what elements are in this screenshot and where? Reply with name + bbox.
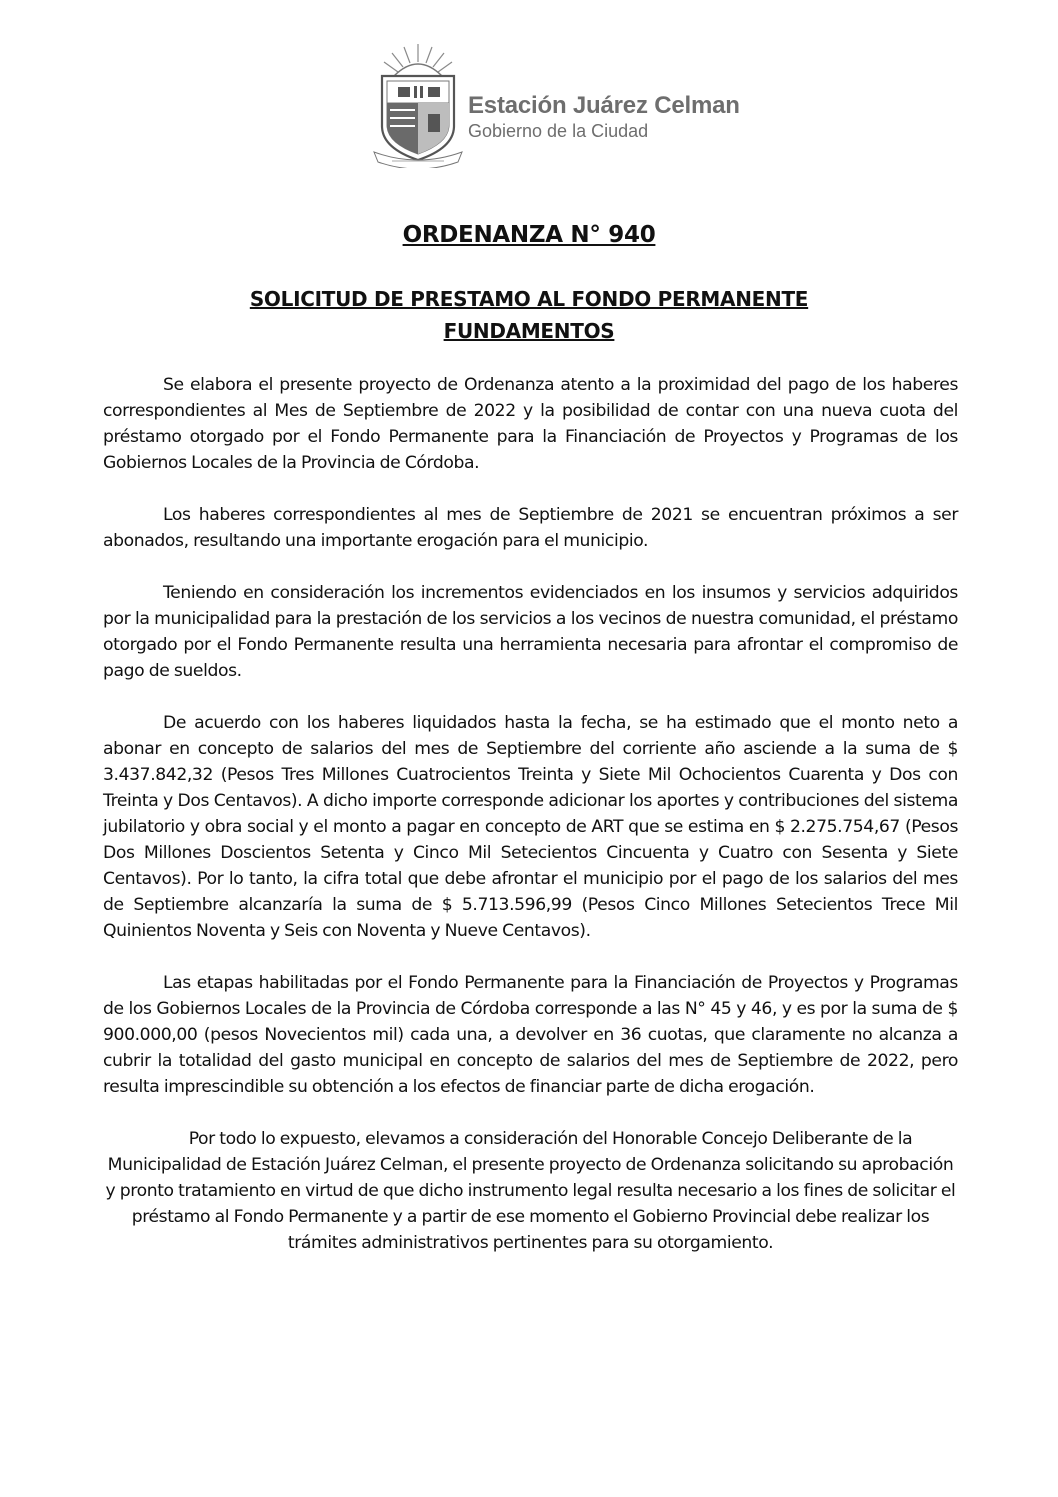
subtitle-line-2: FUNDAMENTOS bbox=[443, 319, 615, 343]
letterhead bbox=[370, 40, 770, 170]
paragraph-considerations: Teniendo en consideración los incrementos evidenciados en los insumos y servicios adquiridos por la municipalidad para la prestación de los servicios a los vecinos de nuestra comunidad, el préstamo otorgado por el Fondo Permanente resulta una herramienta necesaria para afrontar el compromiso de pago de sueldos. bbox=[103, 583, 958, 681]
brand-subtitle: Gobierno de la Ciudad bbox=[468, 121, 649, 141]
paragraph-salaries: Los haberes correspondientes al mes de Septiembre de 2021 se encuentran próximos a ser abonados, resultando una importante erogación para el municipio. bbox=[103, 505, 958, 551]
subtitle-line-1: SOLICITUD DE PRESTAMO AL FONDO PERMANENTE bbox=[249, 287, 809, 311]
paragraph-intro: Se elabora el presente proyecto de Ordenanza atento a la proximidad del pago de los haberes correspondientes al Mes de Septiembre de 2022 y la posibilidad de contar con una nueva cuota del préstamo otorgado por el Fondo Permanente para la Financiación de Proyectos y Programas de los Gobiernos Locales de la Provincia de Córdoba. bbox=[103, 375, 958, 473]
brand-block bbox=[468, 92, 768, 142]
document-body bbox=[103, 372, 958, 1282]
paragraph-fund-stages: Las etapas habilitadas por el Fondo Permanente para la Financiación de Proyectos y Programas de los Gobiernos Locales de la Provincia de Córdoba corresponde a las N° 45 y 46, y es por la suma de $ 900.000,00 (pesos Novecientos mil) cada una, a devolver en 36 cuotas, que claramente no alcanza a cubrir la totalidad del gasto municipal en concepto de salarios del mes de Septiembre de 2022, pero resulta imprescindible su obtención a los efectos de financiar parte de dicha erogación. bbox=[103, 973, 958, 1097]
document-subtitle bbox=[0, 283, 1058, 347]
paragraph-conclusion: Por todo lo expuesto, elevamos a consideración del Honorable Concejo Deliberante de la Municipalidad de Estación Juárez Celman, el presente proyecto de Ordenanza solicitando su aprobación y pronto tratamiento en virtud de que dicho instrumento legal resulta necesario a los fines de solicitar el préstamo al Fondo Permanente y a partir de ese momento el Gobierno Provincial debe realizar los trámites administrativos pertinentes para su otorgamiento. bbox=[105, 1129, 956, 1253]
brand-name: Estación Juárez Celman bbox=[468, 92, 740, 119]
document-title: ORDENANZA N° 940 bbox=[402, 222, 656, 248]
municipal-crest-logo bbox=[370, 40, 466, 168]
paragraph-amounts: De acuerdo con los haberes liquidados hasta la fecha, se ha estimado que el monto neto a abonar en concepto de salarios del mes de Septiembre del corriente año asciende a la suma de $ 3.437.842,32 (Pesos Tres Millones Cuatrocientos Treinta y Siete Mil Ochocientos Cuarenta y Dos con Treinta y Dos Centavos). A dicho importe corresponde adicionar los aportes y contribuciones del sistema jubilatorio y obra social y el monto a pagar en concepto de ART que se estima en $ 2.275.754,67 (Pesos Dos Millones Doscientos Setenta y Cinco Mil Setecientos Cincuenta y Cuatro con Sesenta y Siete Centavos). Por lo tanto, la cifra total que debe afrontar el municipio por el pago de los salarios del mes de Septiembre alcanzaría la suma de $ 5.713.596,99 (Pesos Cinco Millones Setecientos Trece Mil Quinientos Noventa y Seis con Noventa y Nueve Centavos). bbox=[103, 713, 958, 941]
